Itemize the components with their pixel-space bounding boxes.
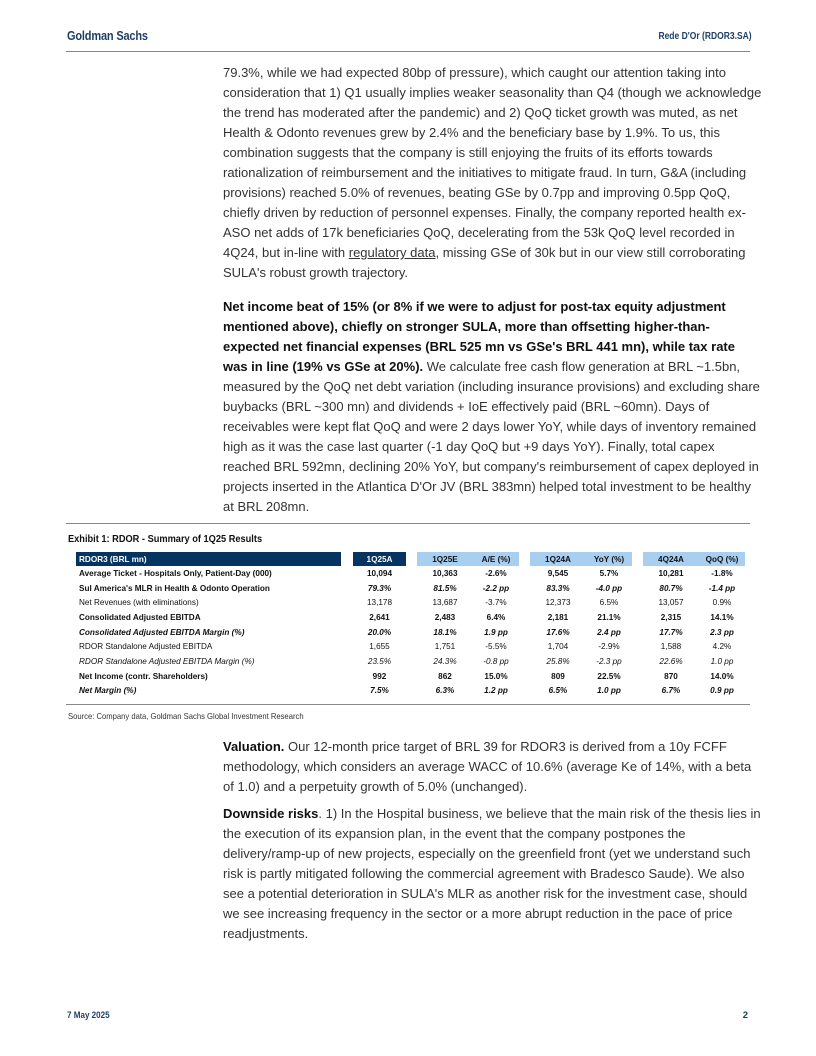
column-header: 1Q25E bbox=[417, 552, 473, 566]
ticker-label: Rede D'Or (RDOR3.SA) bbox=[658, 31, 752, 42]
table-cell: 10,094 bbox=[366, 568, 393, 578]
table-header-row bbox=[76, 552, 745, 566]
table-cell: 2.3 pp bbox=[710, 627, 734, 637]
table-cell: 13,178 bbox=[366, 598, 393, 608]
paragraph-net-income bbox=[223, 297, 763, 517]
table-cell: 809 bbox=[551, 671, 565, 681]
table-cell: 0.9% bbox=[712, 598, 732, 608]
table-cell: 14.0% bbox=[710, 671, 734, 681]
paragraph-downside-risks bbox=[223, 804, 763, 944]
table-cell: 12,373 bbox=[545, 598, 571, 608]
row-label: Consolidated Adjusted EBITDA bbox=[79, 612, 201, 622]
table-row bbox=[76, 684, 745, 699]
table-cell: 80.7% bbox=[659, 583, 683, 593]
row-label: RDOR Standalone Adjusted EBITDA Margin (%) bbox=[79, 656, 255, 666]
row-label: Consolidated Adjusted EBITDA Margin (%) bbox=[79, 627, 245, 637]
paragraph-text: Our 12-month price target of BRL 39 for RDOR3 is derived from a 10y FCFF methodology, which considers an average WACC of 10.6% (average Ke of 14%, with a beta of 1.0) and a perpetuity growth of 5.0% (unchanged). bbox=[223, 739, 752, 794]
page-number: 2 bbox=[742, 1010, 748, 1021]
table-cell: 9,545 bbox=[547, 568, 569, 578]
table-cell: 2,315 bbox=[660, 612, 682, 622]
table-cell: 4.2% bbox=[712, 642, 732, 652]
table-cell: 81.5% bbox=[433, 583, 457, 593]
column-header: 1Q25A bbox=[353, 552, 406, 566]
row-label: Net Revenues (with eliminations) bbox=[79, 598, 199, 608]
table-cell: 17.6% bbox=[546, 627, 570, 637]
table-cell: 15.0% bbox=[484, 671, 508, 681]
paragraph-text: , missing GSe of 30k but in our view still corroborating SULA's robust growth trajectory. bbox=[223, 245, 746, 280]
table-row bbox=[76, 566, 745, 581]
paragraph-text: . 1) In the Hospital business, we believe that the main risk of the thesis lies in the execution of its expansion plan, in the event that the company postpones the delivery/ramp-up of new projects, especially on the greenfield front (yet we understand such risk is partly mitigated following the commercial agreement with Bradesco Saude). We also see a potential deterioration in SULA's MLR as another risk for the investment case, should we see increasing frequency in the sector or a more abrupt reduction in the pace of price readjustments. bbox=[223, 806, 761, 941]
paragraph-mlr-analysis bbox=[223, 63, 763, 283]
table-cell: 6.7% bbox=[661, 686, 681, 696]
table-cell: 1,751 bbox=[434, 642, 456, 652]
row-label: Average Ticket - Hospitals Only, Patient-Day (000) bbox=[79, 568, 272, 578]
exhibit-source: Source: Company data, Goldman Sachs Global Investment Research bbox=[68, 711, 304, 721]
table-cell: -2.9% bbox=[598, 642, 620, 652]
table-cell: 6.5% bbox=[599, 598, 619, 608]
exhibit-title: Exhibit 1: RDOR - Summary of 1Q25 Results bbox=[68, 533, 263, 545]
table-cell: -2.6% bbox=[485, 568, 507, 578]
table-cell: -1.8% bbox=[711, 568, 733, 578]
table-cell: 83.3% bbox=[546, 583, 570, 593]
table-cell: 6.3% bbox=[435, 686, 455, 696]
table-cell: 870 bbox=[664, 671, 678, 681]
results-summary-table bbox=[76, 552, 745, 698]
table-cell: -3.7% bbox=[485, 598, 507, 608]
table-cell: 2,483 bbox=[434, 612, 456, 622]
table-cell: 1.2 pp bbox=[484, 686, 508, 696]
column-header: 4Q24A bbox=[643, 552, 699, 566]
paragraph-lead: Downside risks bbox=[223, 806, 319, 821]
table-row bbox=[76, 595, 745, 610]
brand-name: Goldman Sachs bbox=[67, 29, 148, 43]
table-cell: 1.0 pp bbox=[710, 656, 734, 666]
table-cell: 1.0 pp bbox=[597, 686, 621, 696]
table-cell: -4.0 pp bbox=[595, 583, 623, 593]
paragraph-text: We calculate free cash flow generation at BRL ~1.5bn, measured by the QoQ net debt variation (including insurance provisions) and excluding share buybacks (BRL ~300 mn) and dividends + IoE effectively paid (BRL ~60mn). Days of receivables were kept flat QoQ and were 2 days lower YoY, while days of inventory remained high as it was the case last quarter (-1 day QoQ but +9 days YoY). Finally, total capex reached BRL 592mn, declining 20% YoY, but company's reimbursement of capex deployed in projects inserted in the Atlantica D'Or JV (BRL 383mn) helped total investment to be healthy at BRL 208mn. bbox=[223, 359, 760, 514]
table-cell: 10,363 bbox=[432, 568, 458, 578]
column-header: RDOR3 (BRL mn) bbox=[76, 552, 341, 566]
table-row bbox=[76, 581, 745, 596]
row-label: RDOR Standalone Adjusted EBITDA bbox=[79, 642, 213, 652]
table-cell: 6.4% bbox=[486, 612, 506, 622]
table-cell: 1,588 bbox=[660, 642, 682, 652]
exhibit-top-divider bbox=[66, 523, 750, 524]
table-cell: 1,655 bbox=[369, 642, 390, 652]
table-row bbox=[76, 625, 745, 640]
row-label: Sul America's MLR in Health & Odonto Operation bbox=[79, 583, 270, 593]
regulatory-data-link[interactable]: regulatory data bbox=[348, 245, 436, 260]
table-cell: 25.8% bbox=[546, 656, 570, 666]
table-cell: 17.7% bbox=[659, 627, 683, 637]
column-header: 1Q24A bbox=[530, 552, 586, 566]
table-cell: 2,181 bbox=[547, 612, 569, 622]
table-cell: 13,687 bbox=[432, 598, 458, 608]
table-row bbox=[76, 639, 745, 654]
table-cell: 6.5% bbox=[548, 686, 568, 696]
table-cell: 21.1% bbox=[597, 612, 621, 622]
table-cell: 22.6% bbox=[659, 656, 683, 666]
table-cell: 22.5% bbox=[597, 671, 621, 681]
table-cell: -1.4 pp bbox=[708, 583, 736, 593]
table-cell: 23.5% bbox=[367, 656, 392, 666]
row-label: Net Income (contr. Shareholders) bbox=[79, 671, 208, 681]
table-cell: 0.9 pp bbox=[710, 686, 734, 696]
paragraph-text: 79.3%, while we had expected 80bp of pressure), which caught our attention taking into consideration that 1) Q1 usually implies weaker seasonality than Q4 (though we acknowledge the trend has moderated after the pandemic) and 2) QoQ ticket growth was muted, as net Health & Odonto revenues grew by 2.4% and the beneficiary base by 1.9%. To us, this combination suggests that the company is still enjoying the fruits of its efforts towards rationalization of reimbursement and the initiatives to mitigate fraud. In turn, G&A (including provisions) reached 5.0% of revenues, beating GSe by 0.7pp and improving 0.5pp QoQ, chiefly driven by reduction of personnel expenses. Finally, the company reported health ex-ASO net adds of 17k beneficiaries QoQ, decelerating from the 53k QoQ level recorded in 4Q24, but in-line with bbox=[223, 65, 762, 260]
table-cell: -0.8 pp bbox=[483, 656, 509, 666]
paragraph-lead: Valuation. bbox=[223, 739, 285, 754]
table-cell: 18.1% bbox=[433, 627, 457, 637]
paragraph-valuation bbox=[223, 737, 763, 797]
table-cell: 1,704 bbox=[547, 642, 569, 652]
table-row bbox=[76, 654, 745, 669]
table-cell: 1.9 pp bbox=[484, 627, 508, 637]
table-cell: 5.7% bbox=[599, 568, 619, 578]
paragraph-lead: Net income beat of 15% (or 8% if we were to adjust for post-tax equity adjustment mentioned above), chiefly on stronger SULA, more than offsetting higher-than-expected net financial expenses (BRL 525 mn vs GSe's BRL 441 mn), while tax rate was in line (19% vs GSe at 20%). bbox=[223, 299, 735, 374]
table-cell: 7.5% bbox=[370, 686, 389, 696]
table-row bbox=[76, 669, 745, 684]
table-cell: -5.5% bbox=[485, 642, 507, 652]
table-cell: 79.3% bbox=[367, 583, 392, 593]
table-cell: -2.3 pp bbox=[596, 656, 622, 666]
column-header: QoQ (%) bbox=[699, 552, 745, 566]
table-row bbox=[76, 610, 745, 625]
table-cell: 20.0% bbox=[367, 627, 392, 637]
column-header: YoY (%) bbox=[586, 552, 632, 566]
table-cell: -2.2 pp bbox=[482, 583, 510, 593]
table-cell: 10,281 bbox=[658, 568, 684, 578]
header-divider bbox=[66, 51, 750, 52]
exhibit-bottom-divider bbox=[66, 704, 750, 705]
table-cell: 2.4 pp bbox=[597, 627, 621, 637]
table-cell: 14.1% bbox=[710, 612, 734, 622]
table-cell: 2,641 bbox=[369, 612, 390, 622]
table-cell: 862 bbox=[438, 671, 452, 681]
publication-date: 7 May 2025 bbox=[67, 1010, 110, 1021]
table-cell: 13,057 bbox=[658, 598, 684, 608]
table-cell: 992 bbox=[372, 671, 387, 681]
column-header: A/E (%) bbox=[473, 552, 519, 566]
table-cell: 24.3% bbox=[433, 656, 457, 666]
row-label: Net Margin (%) bbox=[79, 686, 137, 696]
